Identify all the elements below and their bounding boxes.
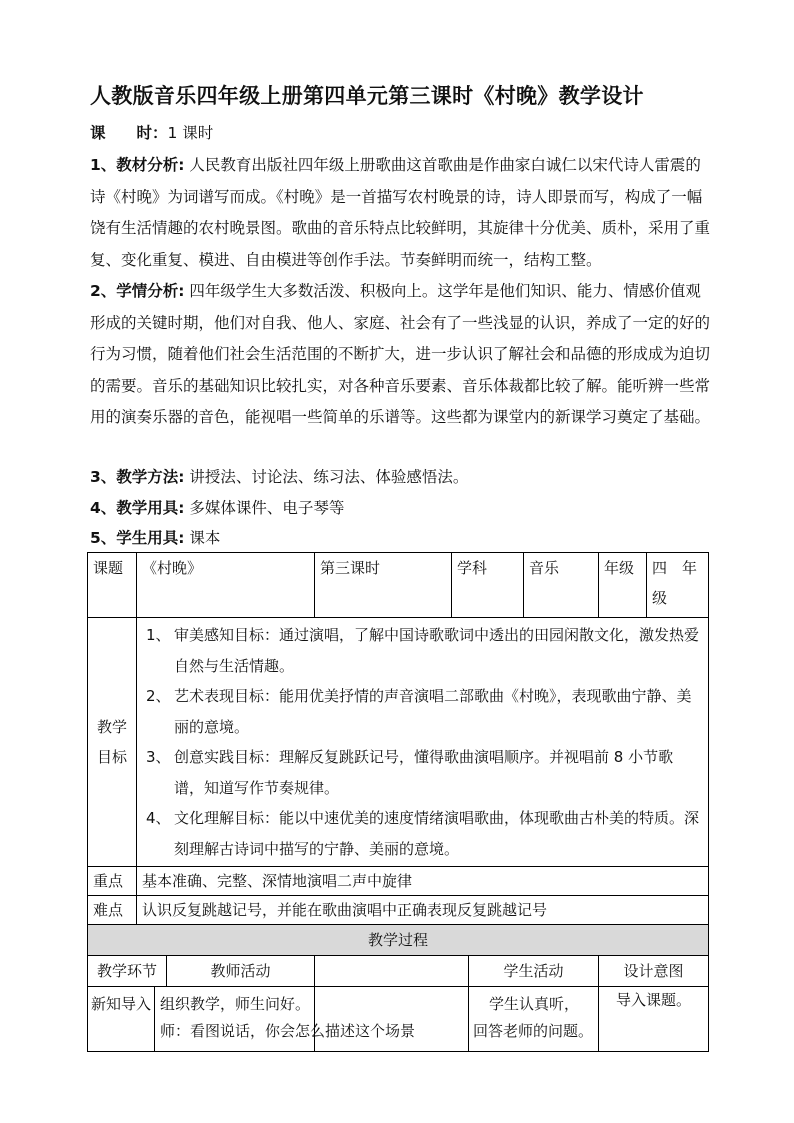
teacher-line: 组织教学，师生问好。: [160, 995, 311, 1013]
goal-text: 创意实践目标：理解反复跳跃记号，懂得歌曲演唱顺序。并视唱前 8 小节歌谱，知道写作节奏规律。: [174, 748, 674, 797]
student-tools-text: 课本: [184, 529, 221, 547]
goal-number: 3、: [146, 748, 171, 766]
class-hours-label: 课 时：: [90, 124, 168, 142]
difficulty-value: 认识反复跳越记号，并能在歌曲演唱中正确表现反复跳越记号: [137, 896, 709, 925]
student-tools-label: 5、学生用具:: [90, 529, 185, 547]
header-intent: 设计意图: [599, 956, 709, 987]
grade-value: 四 年级: [647, 553, 709, 618]
topic-label: 课题: [88, 553, 137, 618]
header-teacher: 教师活动: [210, 962, 271, 980]
goals-label: 教学目标: [88, 618, 137, 867]
table-row-difficulty: [88, 896, 709, 925]
header-teacher-continued: [315, 956, 469, 986]
goal-item: [142, 803, 703, 864]
class-hours: [90, 118, 710, 150]
goal-text: 艺术表现目标：能用优美抒情的声音演唱二部歌曲《村晚》，表现歌曲宁静、美丽的意境。: [174, 687, 692, 736]
goal-item: [142, 681, 703, 742]
materials-label: 1、教材分析:: [90, 156, 185, 174]
student-line: 回答老师的问题。: [473, 1022, 594, 1040]
header-stage: 教学环节: [88, 956, 167, 986]
topic-value: 《村晚》: [137, 553, 315, 618]
grade-label: 年级: [599, 553, 647, 618]
tools-label: 4、教学用具:: [90, 499, 185, 517]
lesson-value: 第三课时: [315, 553, 452, 618]
teacher-activity-continued: [315, 987, 469, 1051]
students-text: 四年级学生大多数活泼、积极向上。这学年是他们知识、能力、情感价值观形成的关键时期，他们对自我、他人、家庭、社会有了一些浅显的认识，养成了一定的好的行为习惯，随着他们社会生活范围的不断扩大，进一步认识了解社会和品德的形成成为迫切的需要。音乐的基础知识比较扎实，对各种音乐要素、音乐体裁都比较了解。能听辨一些常用的演奏乐器的音色，能视唱一些简单的乐谱等。这些都为课堂内的新课学习奠定了基础。: [90, 282, 711, 426]
difficulty-label: 难点: [88, 896, 137, 925]
table-row-key-point: [88, 867, 709, 896]
tools-text: 多媒体课件、电子琴等: [184, 499, 345, 517]
key-label: 重点: [88, 867, 137, 896]
process-title: 教学过程: [88, 925, 709, 956]
class-hours-value: 1 课时: [167, 124, 214, 142]
lesson-plan-table: [87, 552, 709, 1052]
student-activity: [469, 987, 598, 1051]
goal-number: 1、: [146, 626, 171, 644]
process-cell: [88, 987, 416, 1052]
stage-value: 新知导入: [88, 987, 155, 1051]
goals-list: [137, 618, 709, 867]
materials-analysis: [90, 150, 710, 276]
goal-text: 审美感知目标：通过演唱，了解中国诗歌歌词中透出的田园闲散文化，激发热爱自然与生活情趣。: [174, 626, 700, 675]
key-value: 基本准确、完整、深情地演唱二声中旋律: [137, 867, 709, 896]
student-analysis: [90, 276, 710, 434]
goal-item: [142, 620, 703, 681]
table-row-process: [88, 987, 709, 1052]
methods-label: 3、教学方法:: [90, 468, 185, 486]
table-row-goals: [88, 618, 709, 867]
document-title: 人教版音乐四年级上册第四单元第三课时《村晚》教学设计: [90, 84, 644, 108]
subject-label: 学科: [452, 553, 524, 618]
student-tools: [90, 523, 710, 555]
teacher-line: 师：看图说话，你会怎么描述这个场景: [160, 1022, 416, 1040]
goal-number: 2、: [146, 687, 171, 705]
process-header-cell: [315, 956, 599, 987]
student-line: 学生认真听，: [488, 995, 579, 1013]
process-cell: [315, 987, 599, 1052]
students-label: 2、学情分析:: [90, 282, 185, 300]
intent-value: 导入课题。: [599, 987, 709, 1052]
header-student: 学生活动: [503, 962, 564, 980]
table-row-process-title: [88, 925, 709, 956]
materials-text: 人民教育出版社四年级上册歌曲这首歌曲是作曲家白诚仁以宋代诗人雷震的诗《村晚》为词谱写而成。《村晚》是一首描写农村晚景的诗，诗人即景而写，构成了一幅饶有生活情趣的农村晚景图。歌曲的音乐特点比较鲜明，其旋律十分优美、质朴，采用了重复、变化重复、模进、自由模进等创作手法。节奏鲜明而统一，结构工整。: [90, 156, 711, 269]
teaching-tools: [90, 493, 710, 525]
process-header-cell: [88, 956, 315, 987]
table-row-topic: [88, 553, 709, 618]
subject-value: 音乐: [524, 553, 599, 618]
methods-text: 讲授法、讨论法、练习法、体验感悟法。: [184, 468, 469, 486]
goal-number: 4、: [146, 809, 171, 827]
table-row-process-headers: [88, 956, 709, 987]
goal-item: [142, 742, 703, 803]
teaching-methods: [90, 462, 710, 494]
goal-text: 文化理解目标：能以中速优美的速度情绪演唱歌曲，体现歌曲古朴美的特质。深刻理解古诗词中描写的宁静、美丽的意境。: [174, 809, 700, 858]
